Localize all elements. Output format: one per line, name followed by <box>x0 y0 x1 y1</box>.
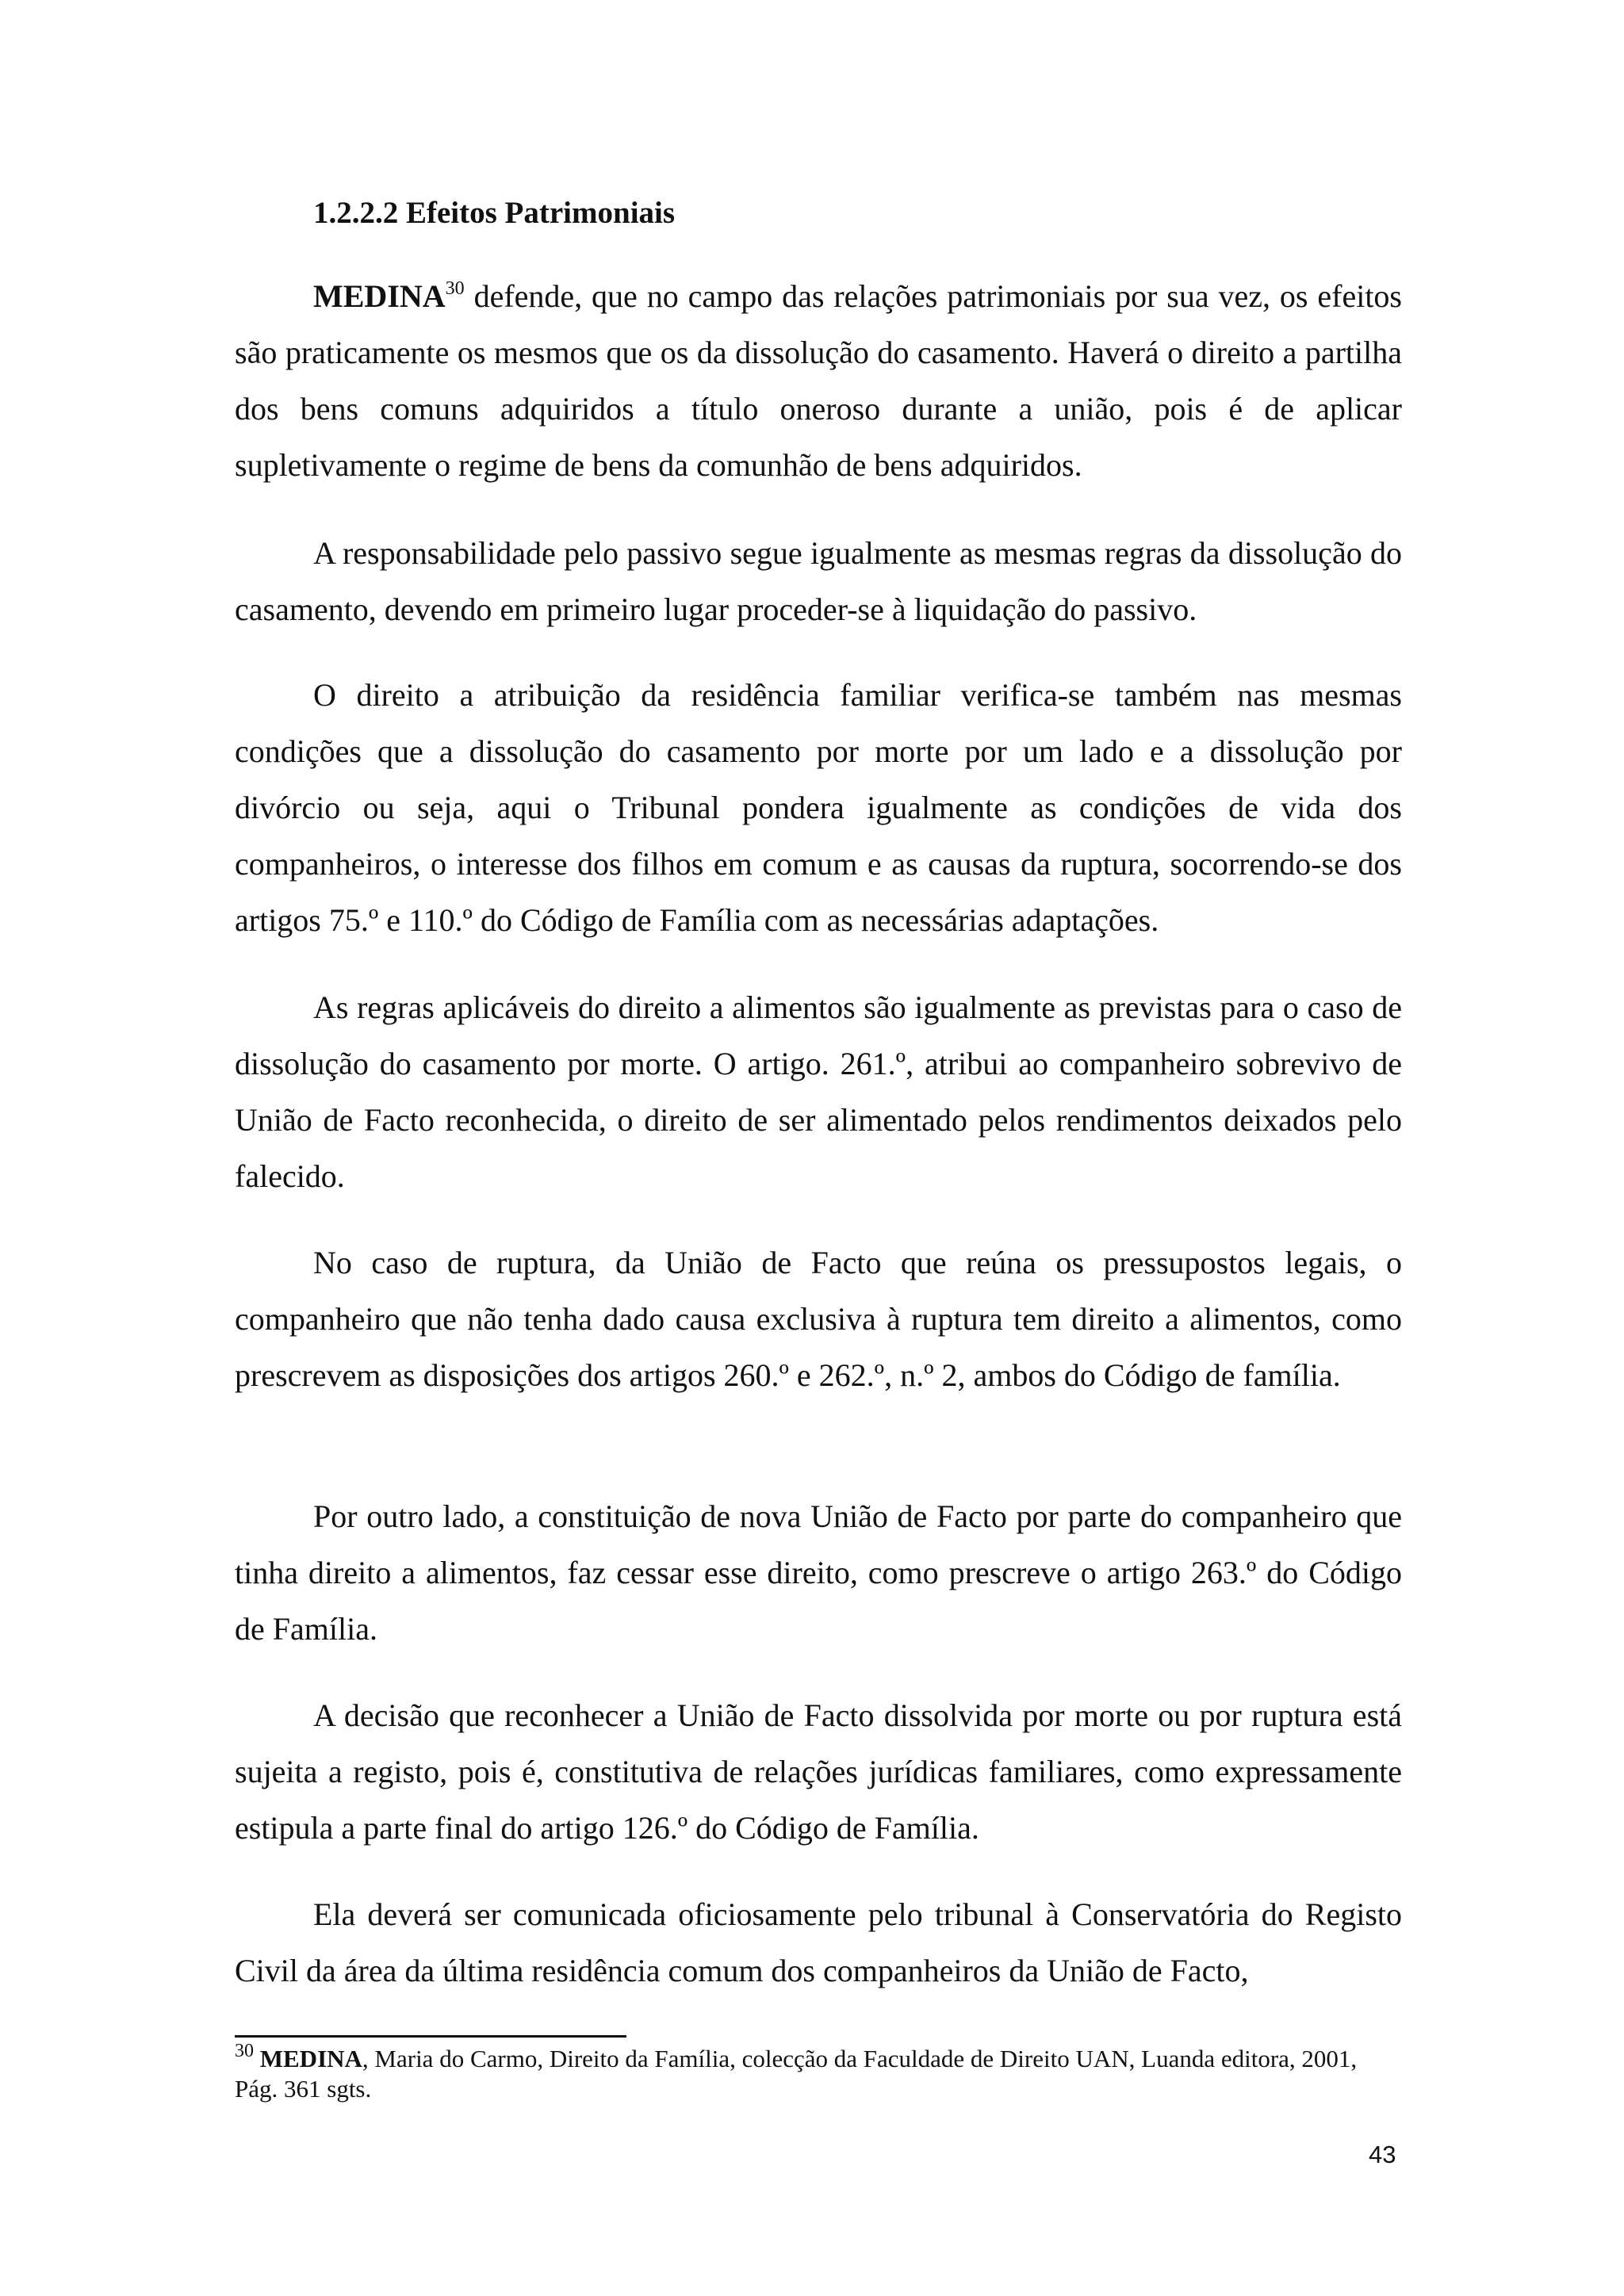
paragraph-4: As regras aplicáveis do direito a alimentos são igualmente as previstas para o caso de dissolução do casamento por morte. O artigo. 261.º, atribui ao companheiro sobrevivo de União de Facto reconhecida, o direito de ser alimentado pelos rendimentos deixados pelo falecido. <box>235 989 1402 1194</box>
paragraph-3: O direito a atribuição da residência familiar verifica-se também nas mesmas condições que a dissolução do casamento por morte por um lado e a dissolução por divórcio ou seja, aqui o Tribunal pondera igualmente as condições de vida dos companheiros, o interesse dos filhos em comum e as causas da ruptura, socorrendo-se dos artigos 75.º e 110.º do Código de Família com as necessárias adaptações. <box>235 677 1402 938</box>
section-heading: 1.2.2.2 Efeitos Patrimoniais <box>313 196 676 230</box>
paragraph-8: Ela deverá ser comunicada oficiosamente pelo tribunal à Conservatória do Registo Civil da área da última residência comum dos companheiros da União de Facto, <box>235 1896 1402 1988</box>
cited-author: MEDINA <box>313 278 446 314</box>
paragraph-7: A decisão que reconhecer a União de Facto dissolvida por morte ou por ruptura está sujeita a registo, pois é, constitutiva de relações jurídicas familiares, como expressamente estipula a parte final do artigo 126.º do Código de Família. <box>235 1697 1402 1846</box>
footnote-reference[interactable]: 30 <box>445 277 465 299</box>
page-number: 43 <box>1369 2141 1396 2168</box>
footnote-separator <box>235 2035 626 2038</box>
paragraph-2: A responsabilidade pelo passivo segue igualmente as mesmas regras da dissolução do casamento, devendo em primeiro lugar proceder-se à liquidação do passivo. <box>235 535 1402 627</box>
paragraph-1-text: defende, que no campo das relações patrimoniais por sua vez, os efeitos são praticamente os mesmos que os da dissolução do casamento. Haverá o direito a partilha dos bens comuns adquiridos a título oneroso durante a união, pois é de aplicar supletivamente o regime de bens da comunhão de bens adquiridos. <box>235 278 1402 483</box>
paragraph-5: No caso de ruptura, da União de Facto que reúna os pressupostos legais, o companheiro que não tenha dado causa exclusiva à ruptura tem direito a alimentos, como prescrevem as disposições dos artigos 260.º e 262.º, n.º 2, ambos do Código de família. <box>235 1245 1402 1393</box>
footnote <box>235 2040 1402 2104</box>
paragraph-1 <box>235 268 1402 493</box>
footnote-number: 30 <box>235 2040 254 2061</box>
footnote-text: , Maria do Carmo, Direito da Família, colecção da Faculdade de Direito UAN, Luanda editora, 2001, Pág. 361 sgts. <box>235 2045 1358 2103</box>
paragraph-6: Por outro lado, a constituição de nova União de Facto por parte do companheiro que tinha direito a alimentos, faz cessar esse direito, como prescreve o artigo 263.º do Código de Família. <box>235 1498 1402 1647</box>
footnote-author: MEDINA <box>259 2045 362 2072</box>
